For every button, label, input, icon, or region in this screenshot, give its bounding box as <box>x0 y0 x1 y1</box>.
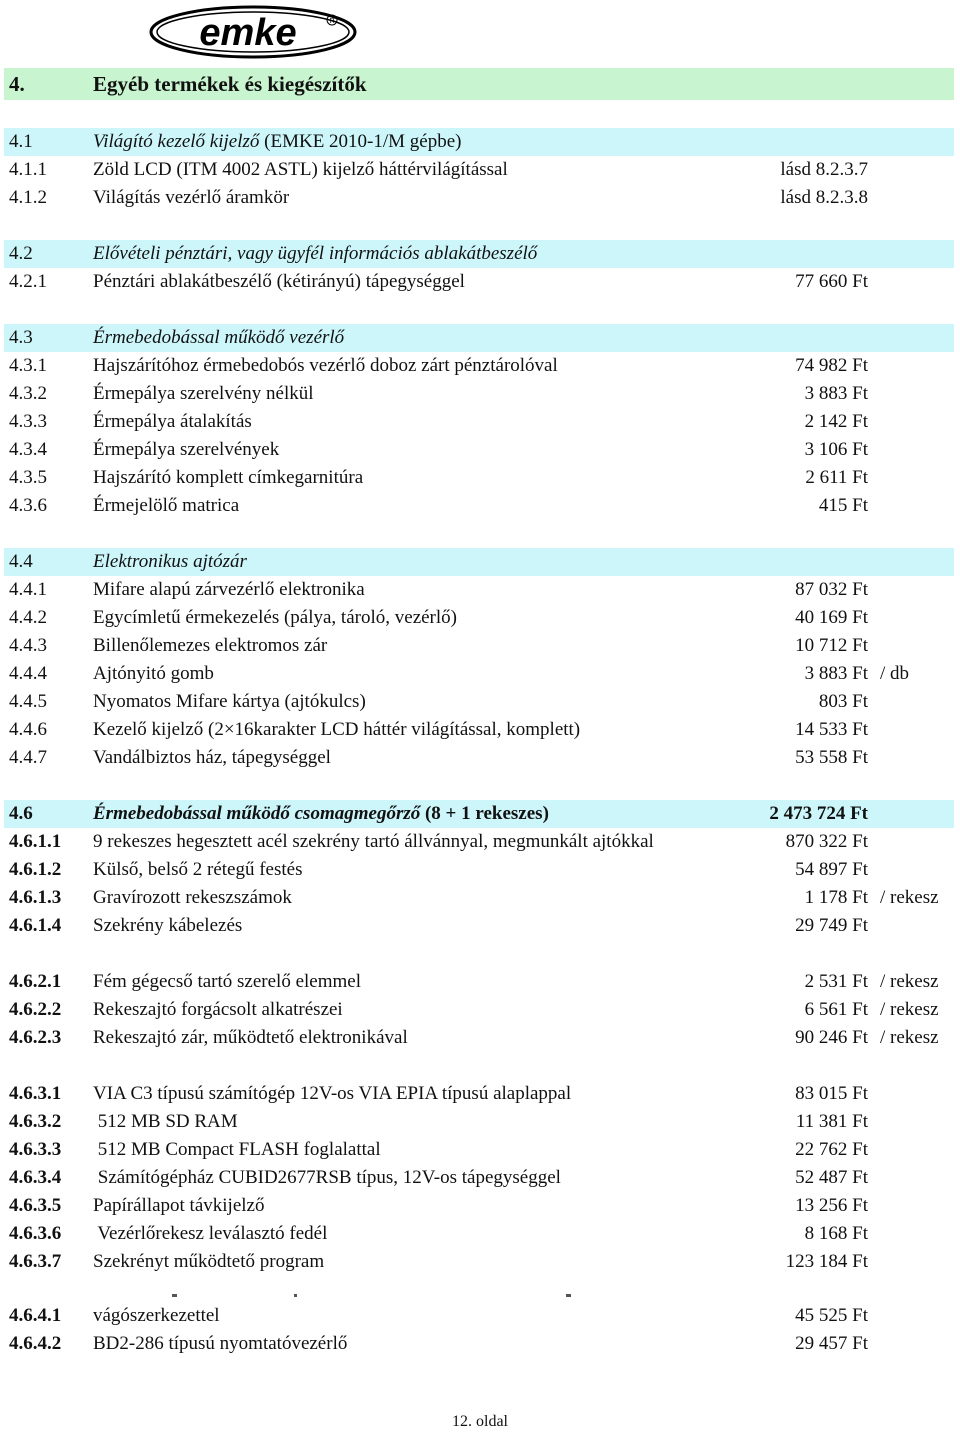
list-item: 4.4.6 Kezelő kijelző (2×16karakter LCD háttér világítással, komplett) 14 533 Ft <box>9 719 868 740</box>
list-item: 4.2.1 Pénztári ablakátbeszélő (kétirányú) tápegységgel 77 660 Ft <box>9 271 868 292</box>
list-item: 4.6.2.3 Rekeszajtó zár, működtető elektronikával 90 246 Ft / rekesz <box>9 1027 939 1048</box>
list-item: 4.3.4 Érmepálya szerelvények 3 106 Ft <box>9 439 868 460</box>
emke-logo <box>148 4 358 60</box>
section-number: 4. <box>9 72 25 96</box>
list-item: 4.1.2 Világítás vezérlő áramkör lásd 8.2.3.8 <box>9 187 868 208</box>
clipped-text-fragment <box>294 1294 297 1297</box>
list-item: 4.6.3.7 Szekrényt működtető program 123 184 Ft <box>9 1251 868 1272</box>
list-item: 4.1.1 Zöld LCD (ITM 4002 ASTL) kijelző háttérvilágítással lásd 8.2.3.7 <box>9 159 868 180</box>
list-item: 4.4.5 Nyomatos Mifare kártya (ajtókulcs) 803 Ft <box>9 691 868 712</box>
list-item: 4.4.3 Billenőlemezes elektromos zár 10 712 Ft <box>9 635 868 656</box>
list-item: 4.6.2.2 Rekeszajtó forgácsolt alkatrészei 6 561 Ft / rekesz <box>9 999 939 1020</box>
list-item: 4.4.1 Mifare alapú zárvezérlő elektronika 87 032 Ft <box>9 579 868 600</box>
section-header <box>4 68 954 100</box>
clipped-text-fragment <box>172 1294 177 1297</box>
list-item: 4.4.4 Ajtónyitó gomb 3 883 Ft / db <box>9 663 910 684</box>
list-item: 4.3.6 Érmejelölő matrica 415 Ft <box>9 495 868 516</box>
subsection-header: 4.4 Elektronikus ajtózár <box>4 548 954 576</box>
page-number: 12. oldal <box>452 1413 508 1430</box>
subsection-header: 4.2 Elővételi pénztári, vagy ügyfél információs ablakátbeszélő <box>4 240 954 268</box>
subsection-header: 4.1 Világító kezelő kijelző (EMKE 2010-1/M gépbe) <box>4 128 954 156</box>
list-item: 4.6.1.3 Gravírozott rekeszszámok 1 178 Ft / rekesz <box>9 887 939 908</box>
list-item: 4.6.3.4 Számítógépház CUBID2677RSB típus, 12V-os tápegységgel 52 487 Ft <box>9 1167 868 1188</box>
list-item: 4.6.3.1 VIA C3 típusú számítógép 12V-os VIA EPIA típusú alaplappal 83 015 Ft <box>9 1083 868 1104</box>
subsection-header: 4.3 Érmebedobással működő vezérlő <box>4 324 954 352</box>
list-item: 4.6.1.1 9 rekeszes hegesztett acél szekrény tartó állvánnyal, megmunkált ajtókkal 870 322 Ft <box>9 831 868 852</box>
list-item: 4.3.1 Hajszárítóhoz érmebedobós vezérlő doboz zárt pénztárolóval 74 982 Ft <box>9 355 868 376</box>
list-item: 4.6.3.6 Vezérlőrekesz leválasztó fedél 8 168 Ft <box>9 1223 868 1244</box>
list-item: 4.6.3.5 Papírállapot távkijelző 13 256 Ft <box>9 1195 868 1216</box>
svg-text:R: R <box>329 18 335 25</box>
list-item: 4.6.4.2 BD2-286 típusú nyomtatóvezérlő 29 457 Ft <box>9 1333 868 1354</box>
list-item: 4.6.3.3 512 MB Compact FLASH foglalattal 22 762 Ft <box>9 1139 868 1160</box>
list-item: 4.6.1.4 Szekrény kábelezés 29 749 Ft <box>9 915 868 936</box>
list-item: 4.6.3.2 512 MB SD RAM 11 381 Ft <box>9 1111 868 1132</box>
list-item: 4.6.1.2 Külső, belső 2 rétegű festés 54 897 Ft <box>9 859 868 880</box>
logo-wordmark: emke <box>199 12 297 54</box>
clipped-text-fragment <box>566 1294 571 1297</box>
list-item: 4.6.4.1 vágószerkezettel 45 525 Ft <box>9 1305 868 1326</box>
list-item: 4.4.2 Egycímletű érmekezelés (pálya, tároló, vezérlő) 40 169 Ft <box>9 607 868 628</box>
list-item: 4.4.7 Vandálbiztos ház, tápegységgel 53 558 Ft <box>9 747 868 768</box>
subsection-header: 4.6 Érmebedobással működő csomagmegőrző (8 + 1 rekeszes) 2 473 724 Ft <box>4 800 954 828</box>
section-title: Egyéb termékek és kiegészítők <box>93 72 367 96</box>
list-item: 4.3.5 Hajszárító komplett címkegarnitúra 2 611 Ft <box>9 467 868 488</box>
list-item: 4.3.3 Érmepálya átalakítás 2 142 Ft <box>9 411 868 432</box>
list-item: 4.6.2.1 Fém gégecső tartó szerelő elemmel 2 531 Ft / rekesz <box>9 971 939 992</box>
list-item: 4.3.2 Érmepálya szerelvény nélkül 3 883 Ft <box>9 383 868 404</box>
